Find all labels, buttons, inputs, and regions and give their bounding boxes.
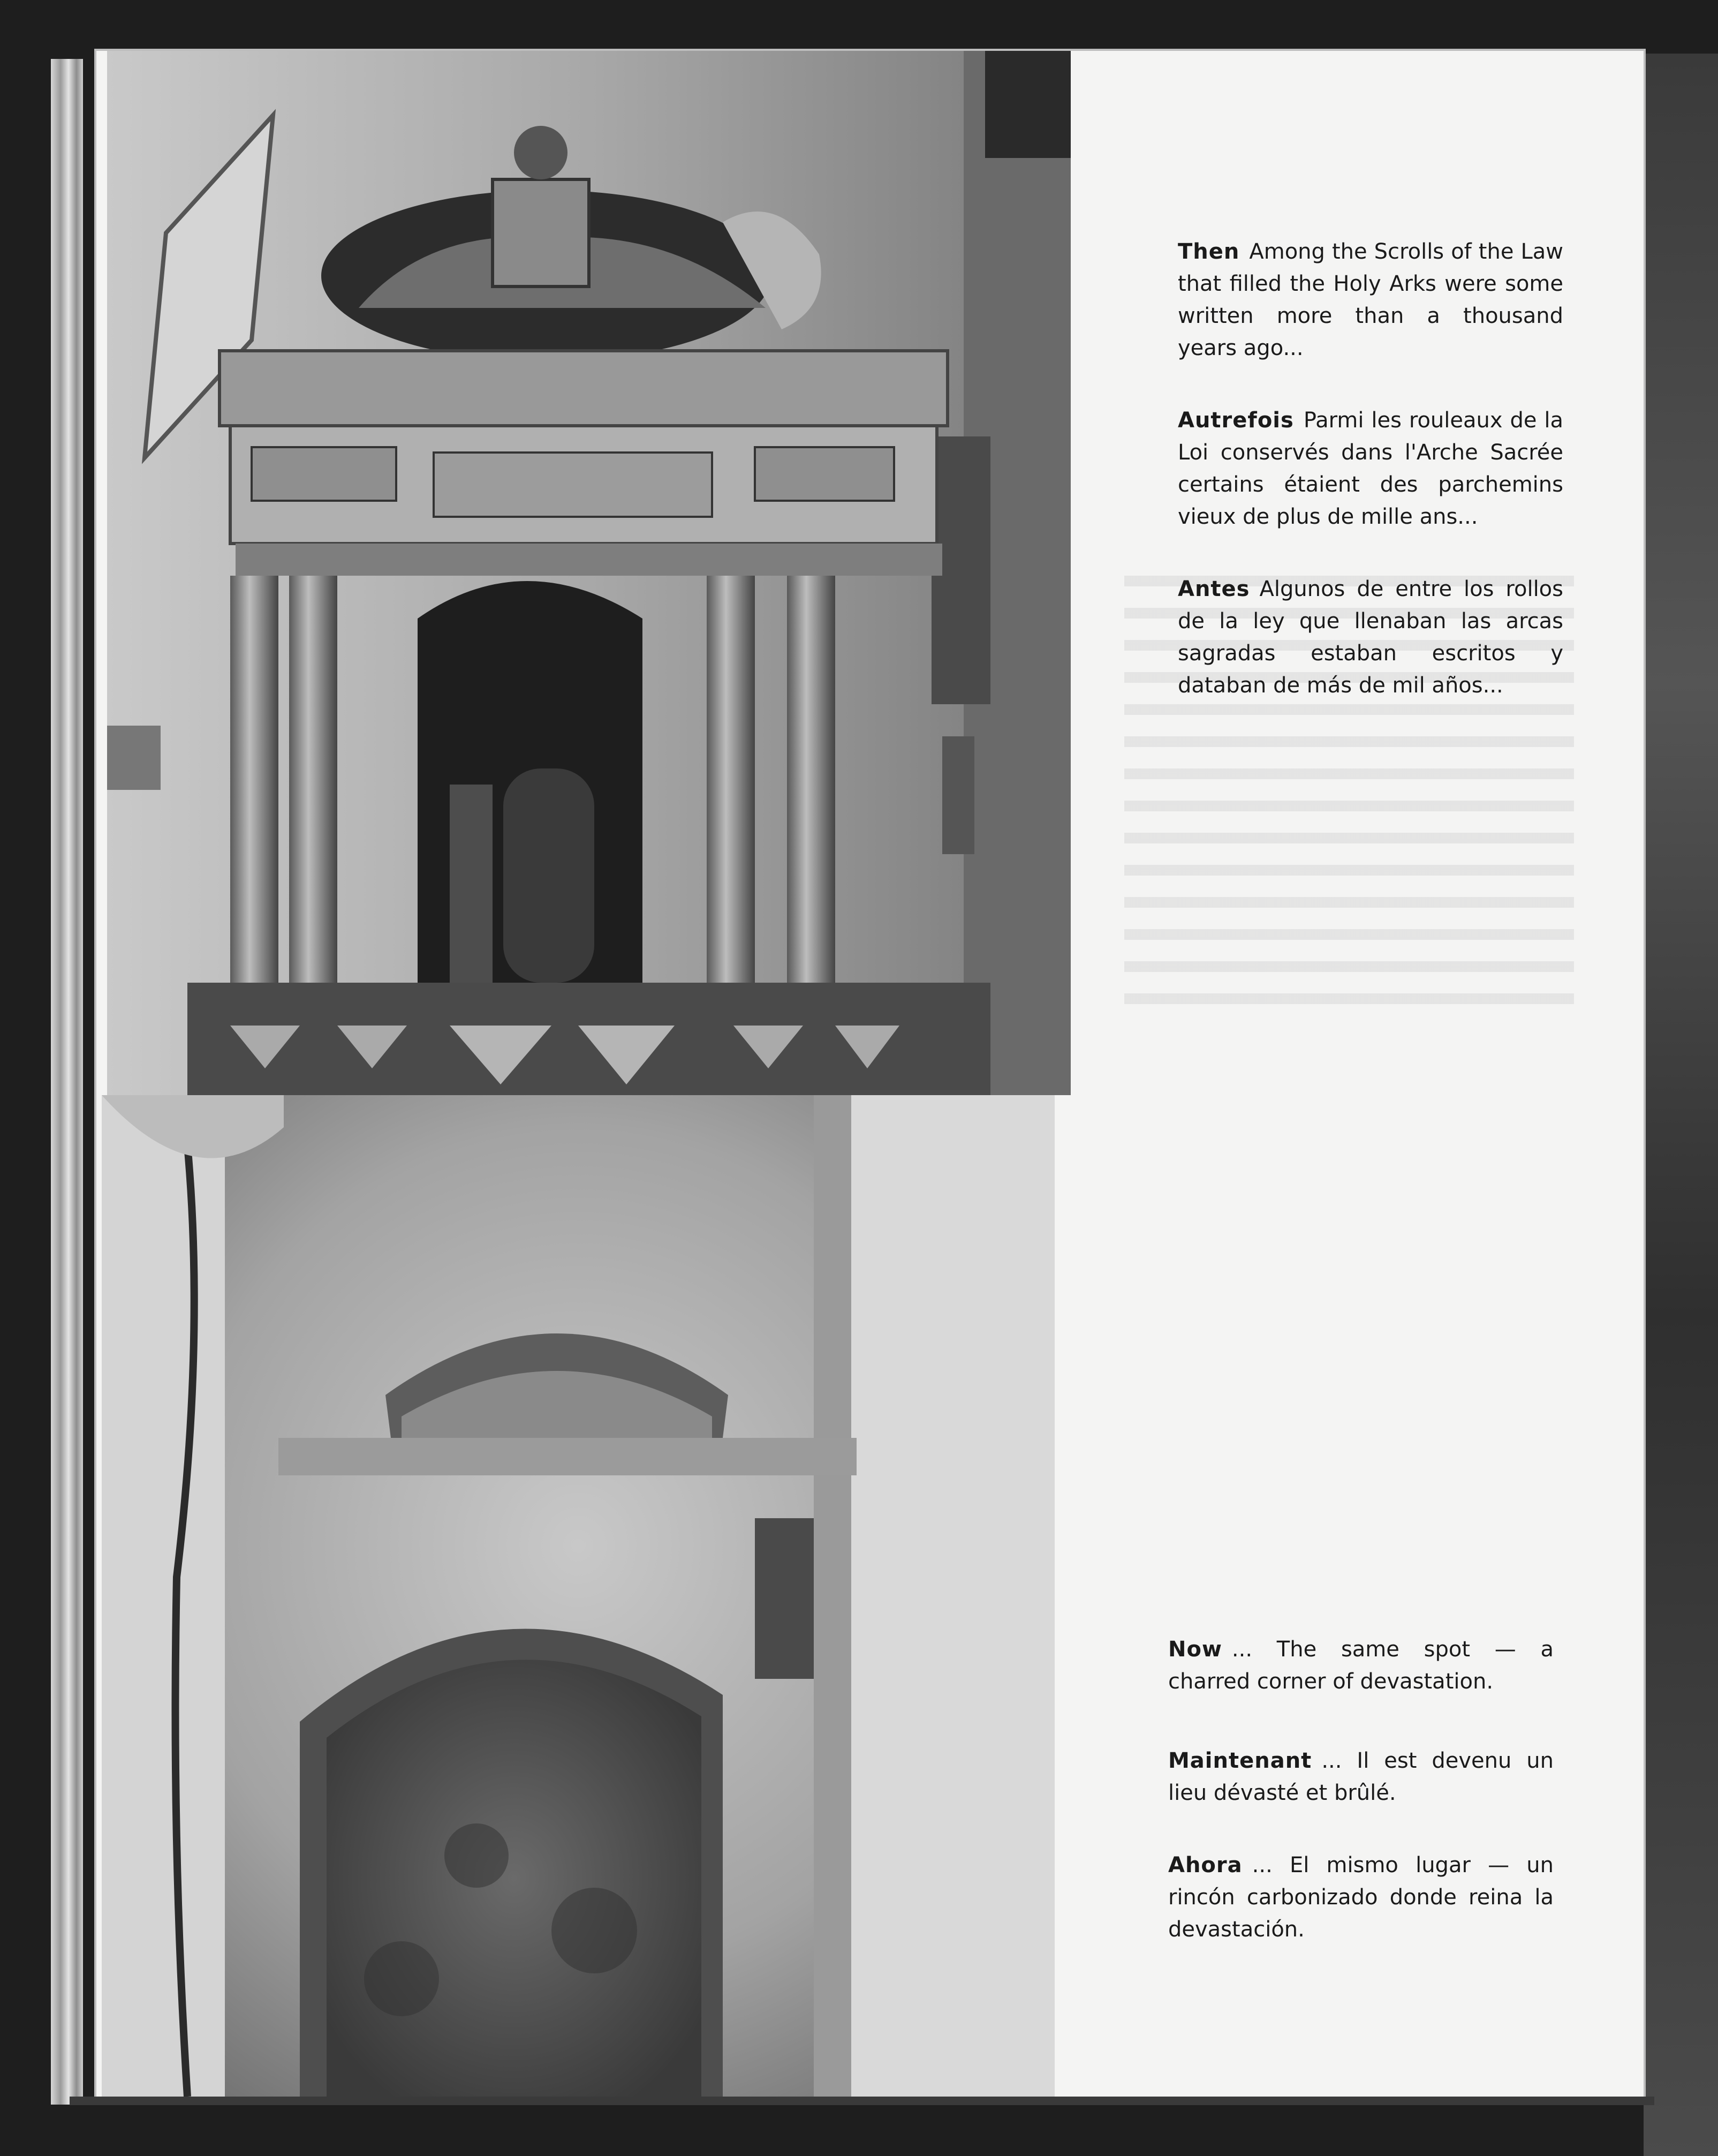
- caption-ahora-lead: Ahora: [1168, 1853, 1243, 1878]
- caption-then-lead: Then: [1178, 239, 1240, 264]
- page-bottom-edge: [70, 2097, 1654, 2105]
- holy-ark-image: [107, 51, 1071, 1095]
- caption-now: [1168, 1633, 1554, 1698]
- caption-then-text: Among the Scrolls of the Law that filled the Holy Arks were some written more than a thousand years ago...: [1178, 239, 1563, 360]
- caption-antes-lead: Antes: [1178, 577, 1250, 601]
- photo-holy-ark-then: [107, 51, 1071, 1095]
- caption-ahora: [1168, 1849, 1554, 1946]
- caption-then: [1178, 236, 1563, 364]
- caption-autrefois: [1178, 404, 1563, 533]
- caption-autrefois-text: Parmi les rouleaux de la Loi conservés dans l'Arche Sacrée certains étaient des parchemins vieux de plus de mille ans...: [1178, 408, 1563, 529]
- caption-antes-text: Algunos de entre los rollos de la ley que llenaban las arcas sagradas estaban escritos y databan de más de mil años...: [1178, 577, 1563, 698]
- facing-page-edge: [1644, 54, 1718, 2156]
- book-page: [96, 51, 1644, 2097]
- caption-antes: [1178, 573, 1563, 702]
- caption-autrefois-lead: Autrefois: [1178, 408, 1294, 433]
- caption-maintenant: [1168, 1745, 1554, 1809]
- page-stack-edge: [51, 59, 83, 2105]
- charred-corner-image: [102, 1095, 1055, 2097]
- caption-maintenant-text: ... Il est devenu un lieu dévasté et brûlé.: [1168, 1748, 1554, 1805]
- caption-ahora-text: ... El mismo lugar — un rincón carbonizado donde reina la devastación.: [1168, 1853, 1554, 1942]
- caption-now-text: ... The same spot — a charred corner of devastation.: [1168, 1637, 1554, 1694]
- caption-maintenant-lead: Maintenant: [1168, 1748, 1312, 1773]
- caption-now-lead: Now: [1168, 1637, 1222, 1662]
- photo-charred-corner-now: [102, 1095, 1055, 2097]
